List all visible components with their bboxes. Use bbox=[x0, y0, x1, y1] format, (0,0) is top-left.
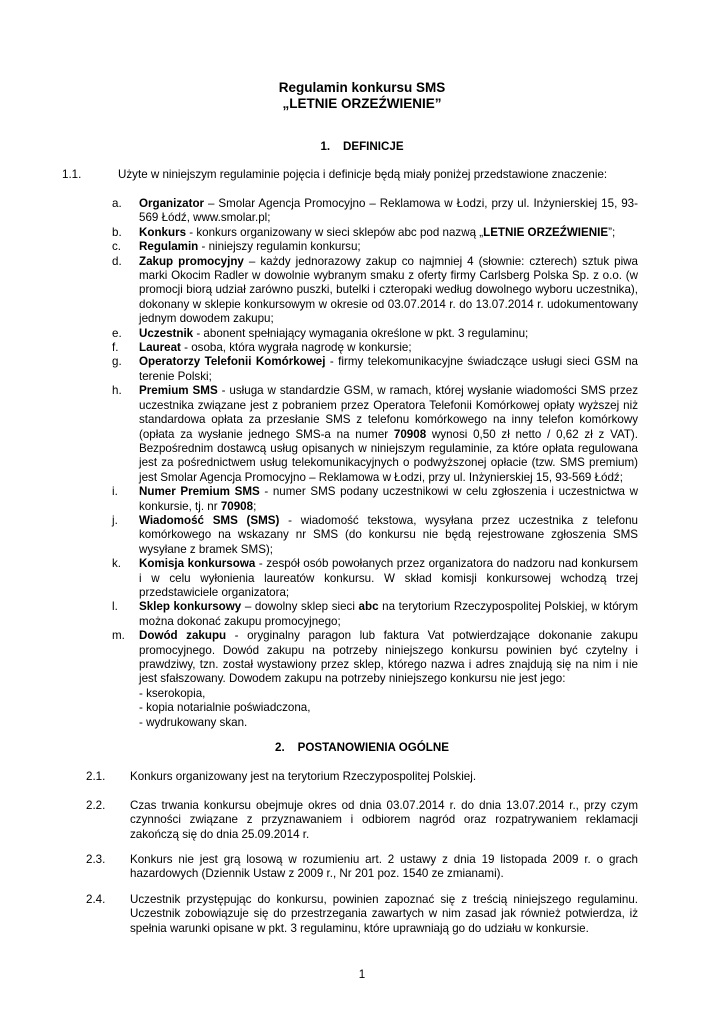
section-heading-definitions: 1. DEFINICJE bbox=[320, 140, 404, 153]
proof-exclusion-item: - kopia notarialnie poświadczona, bbox=[139, 701, 311, 715]
definition-text: - firmy telekomunikacyjne świadczące usługi sieci GSM na terenie Polski; bbox=[139, 355, 638, 383]
definition-item bbox=[112, 557, 638, 600]
definition-term: Uczestnik bbox=[139, 326, 194, 340]
definition-text: – dowolny sklep sieci bbox=[241, 600, 359, 614]
definition-letter: i. bbox=[112, 485, 118, 499]
definition-letter: j. bbox=[112, 513, 118, 527]
definition-text: - niniejszy regulamin konkursu; bbox=[198, 240, 361, 254]
definition-term: Numer Premium SMS bbox=[139, 485, 260, 499]
general-paragraph bbox=[86, 799, 638, 842]
definition-item bbox=[112, 485, 638, 514]
definition-letter: d. bbox=[112, 254, 122, 268]
paragraph-number: 1.1. bbox=[62, 168, 82, 181]
definition-item bbox=[112, 600, 638, 629]
definition-term: Sklep konkursowy bbox=[139, 600, 242, 614]
definition-text: - abonent spełniający wymagania określone w pkt. 3 regulaminu; bbox=[193, 326, 529, 340]
paragraph-text: Konkurs nie jest grą losową w rozumieniu art. 2 ustawy z dnia 19 listopada 2009 r. o grach hazardowych (Dziennik Ustaw z 2009 r., Nr 201 poz. 1540 ze zmianami). bbox=[130, 853, 638, 881]
definition-text-cont: na terytorium Rzeczypospolitej Polskiej, w którym można dokonać zakupu promocyjnego; bbox=[139, 600, 638, 628]
definition-letter: l. bbox=[112, 600, 118, 614]
definitions-intro-text: Użyte w niniejszym regulaminie pojęcia i definicje będą miały poniżej przedstawione znaczenie: bbox=[118, 168, 608, 181]
paragraph-number: 2.4. bbox=[86, 893, 106, 906]
definition-term: Organizator bbox=[139, 197, 205, 210]
definition-term: Zakup promocyjny bbox=[139, 254, 244, 268]
proof-exclusion-item: - wydrukowany skan. bbox=[139, 715, 248, 729]
definition-text: - osoba, która wygrała nagrodę w konkursie; bbox=[180, 341, 412, 355]
definition-text: - numer SMS podany uczestnikowi w celu zgłoszenia i uczestnictwa w konkursie, tj. nr bbox=[139, 485, 639, 513]
document-title: Regulamin konkursu SMS bbox=[278, 80, 446, 95]
definition-item bbox=[112, 240, 638, 254]
definition-text-cont: ; bbox=[253, 499, 257, 513]
definition-text: - oryginalny paragon lub faktura Vat potwierdzające dokonanie zakupu promocyjnego. Dowód zakupu na potrzeby niniejszego konkursu powinien być czytelny i prawdziwy, tzn. został wystawiony przez sklep, którego nazwa i adres znajdują się na nim i nie jest sfałszowany. Dowodem zakupu na potrzeby niniejszego konkursu nie jest jego: bbox=[139, 629, 638, 686]
definition-term: Regulamin bbox=[139, 240, 199, 254]
definition-letter: h. bbox=[112, 384, 122, 398]
definition-letter: c. bbox=[112, 240, 122, 254]
definition-emphasis: 70908 bbox=[220, 499, 254, 513]
definition-text: – Smolar Agencja Promocyjno – Reklamowa w Łodzi, przy ul. Inżynierskiej 15, 93-569 Łódź, www.smolar.pl; bbox=[139, 197, 638, 225]
page-number: 1 bbox=[358, 968, 366, 981]
paragraph-number: 2.1. bbox=[86, 770, 106, 783]
definition-item bbox=[112, 341, 638, 355]
general-paragraph bbox=[86, 893, 638, 936]
definition-letter: k. bbox=[112, 557, 122, 571]
definition-item bbox=[112, 384, 638, 485]
definition-letter: f. bbox=[112, 341, 119, 355]
definition-term: Premium SMS bbox=[139, 384, 218, 398]
definition-term: Wiadomość SMS (SMS) bbox=[139, 513, 280, 527]
definition-item bbox=[112, 226, 638, 240]
definition-item bbox=[112, 629, 638, 730]
definition-item bbox=[112, 255, 638, 327]
definition-letter: e. bbox=[112, 326, 122, 340]
definitions-list bbox=[112, 197, 638, 730]
definition-letter: g. bbox=[112, 355, 122, 369]
definition-letter: a. bbox=[112, 197, 122, 210]
paragraph-number: 2.2. bbox=[86, 799, 106, 812]
definition-text-cont: ”; bbox=[608, 225, 616, 239]
definition-item bbox=[112, 197, 638, 226]
definition-text: – każdy jednorazowy zakup co najmniej 4 (słownie: czterech) sztuk piwa marki Okocim Radler w dowolnie wybranym smaku z oferty firmy Carlsberg Polska Sp. z o.o. (w promocji biorą udział zarówno puszki, butelki i czteropaki według dowolnego wyboru uczestnika), dokonany w sklepie konkursowym w okresie od 03.07.2014 r. do 13.07.2014 r. udokumentowany jednym dowodem zakupu; bbox=[139, 254, 638, 326]
definitions-intro bbox=[118, 168, 638, 182]
definition-letter: b. bbox=[112, 225, 122, 239]
definition-item bbox=[112, 514, 638, 557]
definition-term: Konkurs bbox=[139, 225, 187, 239]
paragraph-number: 2.3. bbox=[86, 853, 106, 866]
definition-item bbox=[112, 355, 638, 384]
definition-text: - konkurs organizowany w sieci sklepów abc pod nazwą „ bbox=[186, 225, 484, 239]
definition-emphasis: LETNIE ORZEŹWIENIE bbox=[483, 225, 609, 239]
section-heading-general: 2. POSTANOWIENIA OGÓLNE bbox=[275, 741, 449, 754]
definition-emphasis: abc bbox=[358, 600, 379, 614]
definition-text: - zespół osób powołanych przez organizatora do nadzoru nad konkursem i w celu wyłonienia laureatów konkursu. W skład komisji konkursowej wchodzą trzej przedstawiciele organizatora; bbox=[139, 557, 639, 599]
paragraph-text: Konkurs organizowany jest na terytorium Rzeczypospolitej Polskiej. bbox=[130, 770, 477, 783]
general-paragraph bbox=[86, 770, 638, 784]
definition-text: - usługa w standardzie GSM, w ramach, której wysłanie wiadomości SMS przez uczestnika związane jest z pobraniem przez Operatora Telefonii Komórkowej opłaty wyższej niż standardowa opłata za przesłanie SMS z telefonu komórkowego na inny telefon komórkowy (opłata za wysłanie jednego SMS-a na numer bbox=[139, 384, 638, 441]
paragraph-text: Uczestnik przystępując do konkursu, powinien zapoznać się z treścią niniejszego regulaminu. Uczestnik zobowiązuje się do przestrzegania zawartych w nim zasad jak również potwierdza, iż spełnia warunki opisane w pkt. 3 regulaminu, które uprawniają go do udziału w konkursie. bbox=[130, 893, 638, 935]
definition-letter: m. bbox=[112, 629, 125, 643]
definition-text: - wiadomość tekstowa, wysyłana przez uczestnika z telefonu komórkowego na wskazany nr SMS (do konkursu nie będą rejestrowane zgłoszenia SMS wysyłane z bramek SMS); bbox=[139, 513, 638, 556]
paragraph-text: Czas trwania konkursu obejmuje okres od dnia 03.07.2014 r. do dnia 13.07.2014 r., przy czym czynności związane z przyznawaniem i odbiorem nagród oraz rozpatrywaniem reklamacji zakończą się do dnia 25.09.2014 r. bbox=[130, 799, 638, 841]
proof-exclusion-item: - kserokopia, bbox=[139, 686, 206, 700]
definition-emphasis: 70908 bbox=[393, 427, 427, 441]
definition-term: Laureat bbox=[139, 341, 181, 355]
definition-text-cont: wynosi 0,50 zł netto / 0,62 zł z VAT). Bezpośrednim dostawcą usług opisanych w niniejszym regulaminie, za które opłata regulowana jest za pośrednictwem usług telekomunikacyjnych o podwyższonej opłacie (tzw. SMS premium) jest Smolar Agencja Promocyjno – Reklamowa w Łodzi, przy ul. Inżynierskiej 15, 93-569 Łódź; bbox=[139, 427, 638, 484]
definition-term: Operatorzy Telefonii Komórkowej bbox=[139, 355, 326, 369]
general-paragraph bbox=[86, 853, 638, 882]
definition-item bbox=[112, 327, 638, 341]
definition-term: Komisja konkursowa bbox=[139, 557, 256, 571]
document-subtitle: „LETNIE ORZEŹWIENIE” bbox=[282, 96, 442, 111]
definition-term: Dowód zakupu bbox=[139, 629, 227, 643]
